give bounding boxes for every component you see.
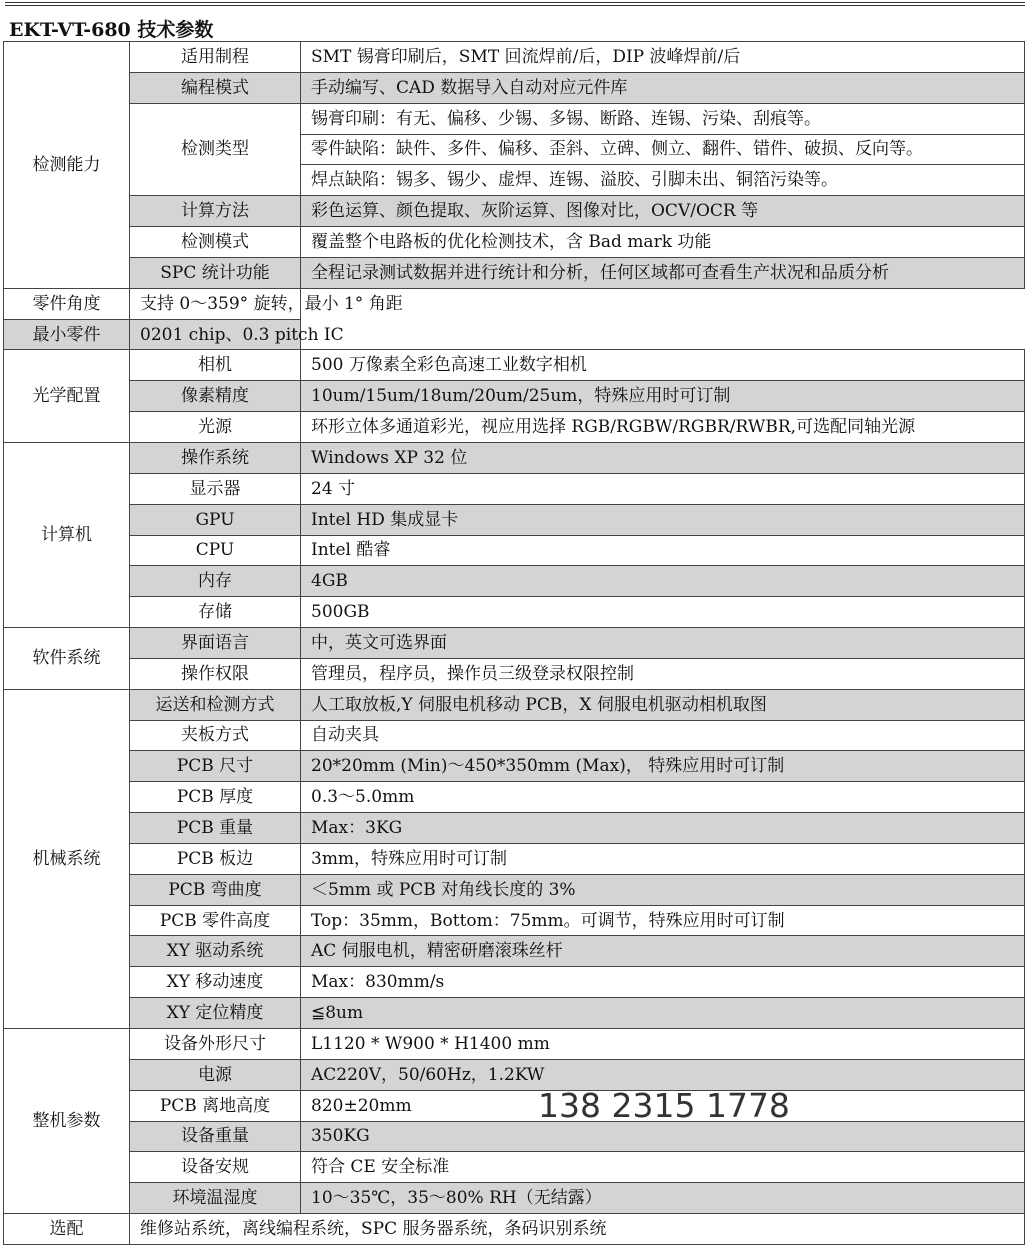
spec-label: PCB 离地高度 <box>130 1090 301 1121</box>
spec-row <box>4 473 1025 504</box>
spec-row <box>4 1152 1025 1183</box>
section-category: 整机参数 <box>4 1029 130 1214</box>
spec-label: 编程模式 <box>130 72 301 103</box>
spec-label: PCB 尺寸 <box>130 751 301 782</box>
spec-value: Intel HD 集成显卡 <box>301 504 1025 535</box>
spec-value: 管理员，程序员，操作员三级登录权限控制 <box>301 658 1025 689</box>
spec-row <box>4 874 1025 905</box>
spec-value: 4GB <box>301 566 1025 597</box>
spec-label: 像素精度 <box>130 381 301 412</box>
spec-row <box>4 504 1025 535</box>
spec-value: 全程记录测试数据并进行统计和分析，任何区域都可查看生产状况和品质分析 <box>301 257 1025 288</box>
spec-row <box>4 196 1025 227</box>
spec-value <box>301 103 1025 134</box>
spec-label: 光源 <box>130 412 301 443</box>
spec-value: Windows XP 32 位 <box>301 442 1025 473</box>
spec-label: 检测模式 <box>130 227 301 258</box>
spec-row <box>4 381 1025 412</box>
spec-row <box>4 628 1025 659</box>
spec-label: 环境温湿度 <box>130 1183 301 1214</box>
top-rule <box>5 2 1025 6</box>
spec-label: 操作系统 <box>130 442 301 473</box>
spec-label: 运送和检测方式 <box>130 689 301 720</box>
spec-label: 最小零件 <box>4 319 130 350</box>
spec-label: 相机 <box>130 350 301 381</box>
spec-row <box>4 998 1025 1029</box>
spec-row <box>4 1090 1025 1121</box>
spec-row <box>4 843 1025 874</box>
spec-value: AC220V，50/60Hz，1.2KW <box>301 1059 1025 1090</box>
spec-label: 夹板方式 <box>130 720 301 751</box>
spec-row <box>4 1183 1025 1214</box>
spec-label: XY 定位精度 <box>130 998 301 1029</box>
spec-label: 存储 <box>130 597 301 628</box>
spec-row <box>4 813 1025 844</box>
options-category: 选配 <box>4 1214 130 1245</box>
spec-label: 显示器 <box>130 473 301 504</box>
spec-value: Intel 酷睿 <box>301 535 1025 566</box>
section-category: 软件系统 <box>4 628 130 690</box>
spec-row <box>4 658 1025 689</box>
spec-label: XY 移动速度 <box>130 967 301 998</box>
spec-row <box>4 936 1025 967</box>
spec-row <box>4 720 1025 751</box>
spec-label: 设备安规 <box>130 1152 301 1183</box>
spec-label: XY 驱动系统 <box>130 936 301 967</box>
spec-value: 0201 chip、0.3 pitch IC <box>130 319 301 350</box>
spec-row <box>4 288 1025 319</box>
spec-row <box>4 905 1025 936</box>
spec-label: 内存 <box>130 566 301 597</box>
spec-value: 350KG <box>301 1121 1025 1152</box>
options-value: 维修站系统，离线编程系统，SPC 服务器系统，条码识别系统 <box>130 1214 1025 1245</box>
spec-value: SMT 锡膏印刷后，SMT 回流焊前/后，DIP 波峰焊前/后 <box>301 42 1025 73</box>
spec-label: PCB 板边 <box>130 843 301 874</box>
spec-row <box>4 103 1025 134</box>
spec-value: Max：830mm/s <box>301 967 1025 998</box>
section-category: 检测能力 <box>4 42 130 289</box>
spec-value: ＜5mm 或 PCB 对角线长度的 3% <box>301 874 1025 905</box>
spec-label: 界面语言 <box>130 628 301 659</box>
spec-label: PCB 重量 <box>130 813 301 844</box>
spec-value-line: 零件缺陷：缺件、多件、偏移、歪斜、立碑、侧立、翻件、错件、破损、反向等。 <box>301 134 1025 165</box>
spec-value: 支持 0～359° 旋转，最小 1° 角距 <box>130 288 301 319</box>
spec-value: 中，英文可选界面 <box>301 628 1025 659</box>
spec-row <box>4 1029 1025 1060</box>
spec-label: 检测类型 <box>130 103 301 196</box>
spec-row <box>4 597 1025 628</box>
spec-label: 计算方法 <box>130 196 301 227</box>
spec-table <box>3 41 1025 1245</box>
spec-value: AC 伺服电机，精密研磨滚珠丝杆 <box>301 936 1025 967</box>
spec-label: 操作权限 <box>130 658 301 689</box>
page-title: EKT-VT-680 技术参数 <box>9 19 214 41</box>
spec-row <box>4 782 1025 813</box>
spec-row <box>4 967 1025 998</box>
spec-label: 零件角度 <box>4 288 130 319</box>
spec-value: Top：35mm，Bottom：75mm。可调节，特殊应用时可订制 <box>301 905 1025 936</box>
spec-value: 3mm，特殊应用时可订制 <box>301 843 1025 874</box>
spec-label: 设备重量 <box>130 1121 301 1152</box>
spec-value-line: 焊点缺陷：锡多、锡少、虚焊、连锡、溢胶、引脚未出、铜箔污染等。 <box>301 165 1025 196</box>
spec-label: PCB 厚度 <box>130 782 301 813</box>
spec-row <box>4 42 1025 73</box>
spec-label: 电源 <box>130 1059 301 1090</box>
spec-value: L1120 * W900 * H1400 mm <box>301 1029 1025 1060</box>
spec-value: 手动编写、CAD 数据导入自动对应元件库 <box>301 72 1025 103</box>
spec-row <box>4 72 1025 103</box>
spec-value: 500GB <box>301 597 1025 628</box>
phone-watermark: 138 2315 1778 <box>538 1086 790 1125</box>
section-category: 计算机 <box>4 442 130 627</box>
spec-row <box>4 566 1025 597</box>
spec-value: 10um/15um/18um/20um/25um，特殊应用时可订制 <box>301 381 1025 412</box>
spec-value: 自动夹具 <box>301 720 1025 751</box>
spec-row <box>4 442 1025 473</box>
spec-value: 人工取放板,Y 伺服电机移动 PCB，X 伺服电机驱动相机取图 <box>301 689 1025 720</box>
spec-value: 符合 CE 安全标准 <box>301 1152 1025 1183</box>
spec-row <box>4 319 1025 350</box>
spec-value: 20*20mm (Min)～450*350mm (Max)， 特殊应用时可订制 <box>301 751 1025 782</box>
spec-row <box>4 535 1025 566</box>
spec-value: 0.3～5.0mm <box>301 782 1025 813</box>
spec-value: 覆盖整个电路板的优化检测技术，含 Bad mark 功能 <box>301 227 1025 258</box>
spec-value: 10～35℃，35～80% RH（无结露） <box>301 1183 1025 1214</box>
spec-row <box>4 1121 1025 1152</box>
spec-row <box>4 257 1025 288</box>
spec-value: 820±20mm <box>301 1090 1025 1121</box>
spec-row <box>4 412 1025 443</box>
spec-label: GPU <box>130 504 301 535</box>
spec-value-line: 锡膏印刷：有无、偏移、少锡、多锡、断路、连锡、污染、刮痕等。 <box>311 108 821 129</box>
spec-value: 彩色运算、颜色提取、灰阶运算、图像对比，OCV/OCR 等 <box>301 196 1025 227</box>
spec-label: 设备外形尺寸 <box>130 1029 301 1060</box>
spec-row <box>4 350 1025 381</box>
section-category: 机械系统 <box>4 689 130 1028</box>
spec-row <box>4 227 1025 258</box>
spec-value: 环形立体多通道彩光，视应用选择 RGB/RGBW/RGBR/RWBR,可选配同轴光源 <box>301 412 1025 443</box>
options-row <box>4 1214 1025 1245</box>
spec-label: CPU <box>130 535 301 566</box>
spec-row <box>4 751 1025 782</box>
spec-row <box>4 1059 1025 1090</box>
spec-label: PCB 零件高度 <box>130 905 301 936</box>
spec-value: 500 万像素全彩色高速工业数字相机 <box>301 350 1025 381</box>
spec-value: ≦8um <box>301 998 1025 1029</box>
spec-value: 24 寸 <box>301 473 1025 504</box>
section-category: 光学配置 <box>4 350 130 443</box>
spec-label: PCB 弯曲度 <box>130 874 301 905</box>
spec-value: Max：3KG <box>301 813 1025 844</box>
spec-row <box>4 689 1025 720</box>
spec-label: SPC 统计功能 <box>130 257 301 288</box>
spec-label: 适用制程 <box>130 42 301 73</box>
